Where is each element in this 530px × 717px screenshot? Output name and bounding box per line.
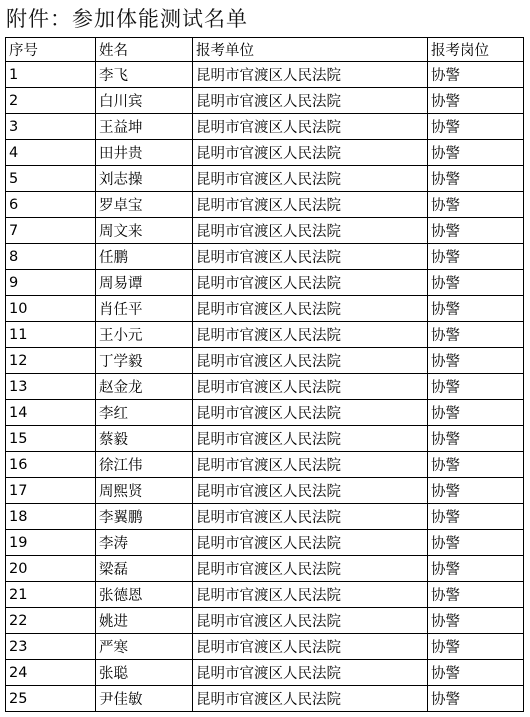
cell-serial-number: 1 [6,62,96,88]
cell-applied-position: 协警 [428,660,524,686]
header-applied-position: 报考岗位 [428,38,524,62]
table-row [6,192,524,218]
table-row [6,426,524,452]
cell-name: 周文来 [96,218,193,244]
cell-serial-number: 23 [6,634,96,660]
cell-applied-position: 协警 [428,114,524,140]
table-row [6,608,524,634]
table-row [6,88,524,114]
cell-applied-unit: 昆明市官渡区人民法院 [193,140,428,166]
cell-applied-position: 协警 [428,244,524,270]
table-row [6,686,524,712]
cell-applied-position: 协警 [428,322,524,348]
table-header-row [6,38,524,62]
cell-name: 任鹏 [96,244,193,270]
cell-applied-unit: 昆明市官渡区人民法院 [193,608,428,634]
cell-applied-position: 协警 [428,608,524,634]
cell-applied-unit: 昆明市官渡区人民法院 [193,452,428,478]
cell-serial-number: 8 [6,244,96,270]
cell-name: 田井贵 [96,140,193,166]
cell-applied-unit: 昆明市官渡区人民法院 [193,218,428,244]
table-row [6,322,524,348]
table-row [6,556,524,582]
cell-applied-position: 协警 [428,270,524,296]
table-row [6,530,524,556]
cell-name: 刘志操 [96,166,193,192]
cell-serial-number: 10 [6,296,96,322]
table-row [6,114,524,140]
cell-name: 李飞 [96,62,193,88]
cell-name: 张聪 [96,660,193,686]
cell-serial-number: 19 [6,530,96,556]
cell-name: 蔡毅 [96,426,193,452]
cell-applied-position: 协警 [428,140,524,166]
cell-serial-number: 4 [6,140,96,166]
cell-applied-position: 协警 [428,452,524,478]
cell-applied-position: 协警 [428,62,524,88]
table-row [6,478,524,504]
cell-applied-unit: 昆明市官渡区人民法院 [193,660,428,686]
cell-applied-position: 协警 [428,88,524,114]
cell-name: 姚进 [96,608,193,634]
cell-applied-unit: 昆明市官渡区人民法院 [193,88,428,114]
cell-applied-position: 协警 [428,426,524,452]
table-row [6,270,524,296]
cell-applied-position: 协警 [428,166,524,192]
cell-name: 李红 [96,400,193,426]
cell-applied-unit: 昆明市官渡区人民法院 [193,686,428,712]
cell-serial-number: 15 [6,426,96,452]
table-row [6,244,524,270]
cell-applied-position: 协警 [428,348,524,374]
cell-name: 罗卓宝 [96,192,193,218]
table-row [6,504,524,530]
cell-serial-number: 6 [6,192,96,218]
cell-serial-number: 7 [6,218,96,244]
cell-applied-unit: 昆明市官渡区人民法院 [193,114,428,140]
table-body [6,62,524,712]
cell-applied-position: 协警 [428,686,524,712]
cell-serial-number: 20 [6,556,96,582]
cell-serial-number: 12 [6,348,96,374]
cell-name: 徐江伟 [96,452,193,478]
table-row [6,62,524,88]
cell-applied-unit: 昆明市官渡区人民法院 [193,296,428,322]
cell-applied-position: 协警 [428,374,524,400]
cell-applied-position: 协警 [428,556,524,582]
table-row [6,296,524,322]
cell-serial-number: 9 [6,270,96,296]
cell-name: 白川宾 [96,88,193,114]
table-row [6,400,524,426]
cell-applied-unit: 昆明市官渡区人民法院 [193,582,428,608]
cell-applied-unit: 昆明市官渡区人民法院 [193,504,428,530]
cell-name: 丁学毅 [96,348,193,374]
cell-applied-position: 协警 [428,530,524,556]
cell-serial-number: 14 [6,400,96,426]
cell-applied-unit: 昆明市官渡区人民法院 [193,634,428,660]
cell-name: 赵金龙 [96,374,193,400]
cell-applied-unit: 昆明市官渡区人民法院 [193,322,428,348]
cell-applied-position: 协警 [428,192,524,218]
document-title: 附件：参加体能测试名单 [6,7,248,31]
cell-serial-number: 17 [6,478,96,504]
cell-applied-position: 协警 [428,634,524,660]
cell-applied-unit: 昆明市官渡区人民法院 [193,270,428,296]
cell-serial-number: 25 [6,686,96,712]
table-row [6,582,524,608]
header-applied-unit: 报考单位 [193,38,428,62]
cell-name: 王小元 [96,322,193,348]
cell-serial-number: 5 [6,166,96,192]
cell-applied-unit: 昆明市官渡区人民法院 [193,556,428,582]
cell-serial-number: 24 [6,660,96,686]
table-row [6,452,524,478]
cell-applied-unit: 昆明市官渡区人民法院 [193,400,428,426]
table-row [6,218,524,244]
roster-table [5,37,524,712]
table-row [6,374,524,400]
cell-serial-number: 11 [6,322,96,348]
table-row [6,348,524,374]
cell-serial-number: 3 [6,114,96,140]
cell-name: 梁磊 [96,556,193,582]
cell-applied-position: 协警 [428,296,524,322]
cell-applied-unit: 昆明市官渡区人民法院 [193,62,428,88]
cell-serial-number: 13 [6,374,96,400]
cell-name: 周易谭 [96,270,193,296]
header-name: 姓名 [96,38,193,62]
cell-applied-unit: 昆明市官渡区人民法院 [193,192,428,218]
cell-name: 周熙贤 [96,478,193,504]
cell-applied-unit: 昆明市官渡区人民法院 [193,374,428,400]
cell-name: 张德恩 [96,582,193,608]
cell-applied-position: 协警 [428,400,524,426]
cell-applied-unit: 昆明市官渡区人民法院 [193,244,428,270]
cell-name: 肖任平 [96,296,193,322]
cell-applied-unit: 昆明市官渡区人民法院 [193,478,428,504]
table-row [6,634,524,660]
cell-name: 李翼鹏 [96,504,193,530]
cell-serial-number: 18 [6,504,96,530]
cell-applied-position: 协警 [428,582,524,608]
cell-name: 王益坤 [96,114,193,140]
header-serial-number: 序号 [6,38,96,62]
cell-serial-number: 21 [6,582,96,608]
cell-applied-unit: 昆明市官渡区人民法院 [193,166,428,192]
cell-applied-position: 协警 [428,478,524,504]
cell-applied-unit: 昆明市官渡区人民法院 [193,530,428,556]
cell-serial-number: 16 [6,452,96,478]
table-row [6,166,524,192]
cell-applied-position: 协警 [428,504,524,530]
cell-name: 尹佳敏 [96,686,193,712]
cell-applied-unit: 昆明市官渡区人民法院 [193,348,428,374]
cell-name: 严寒 [96,634,193,660]
cell-serial-number: 22 [6,608,96,634]
table-row [6,140,524,166]
cell-serial-number: 2 [6,88,96,114]
table-row [6,660,524,686]
cell-applied-position: 协警 [428,218,524,244]
cell-name: 李涛 [96,530,193,556]
cell-applied-unit: 昆明市官渡区人民法院 [193,426,428,452]
